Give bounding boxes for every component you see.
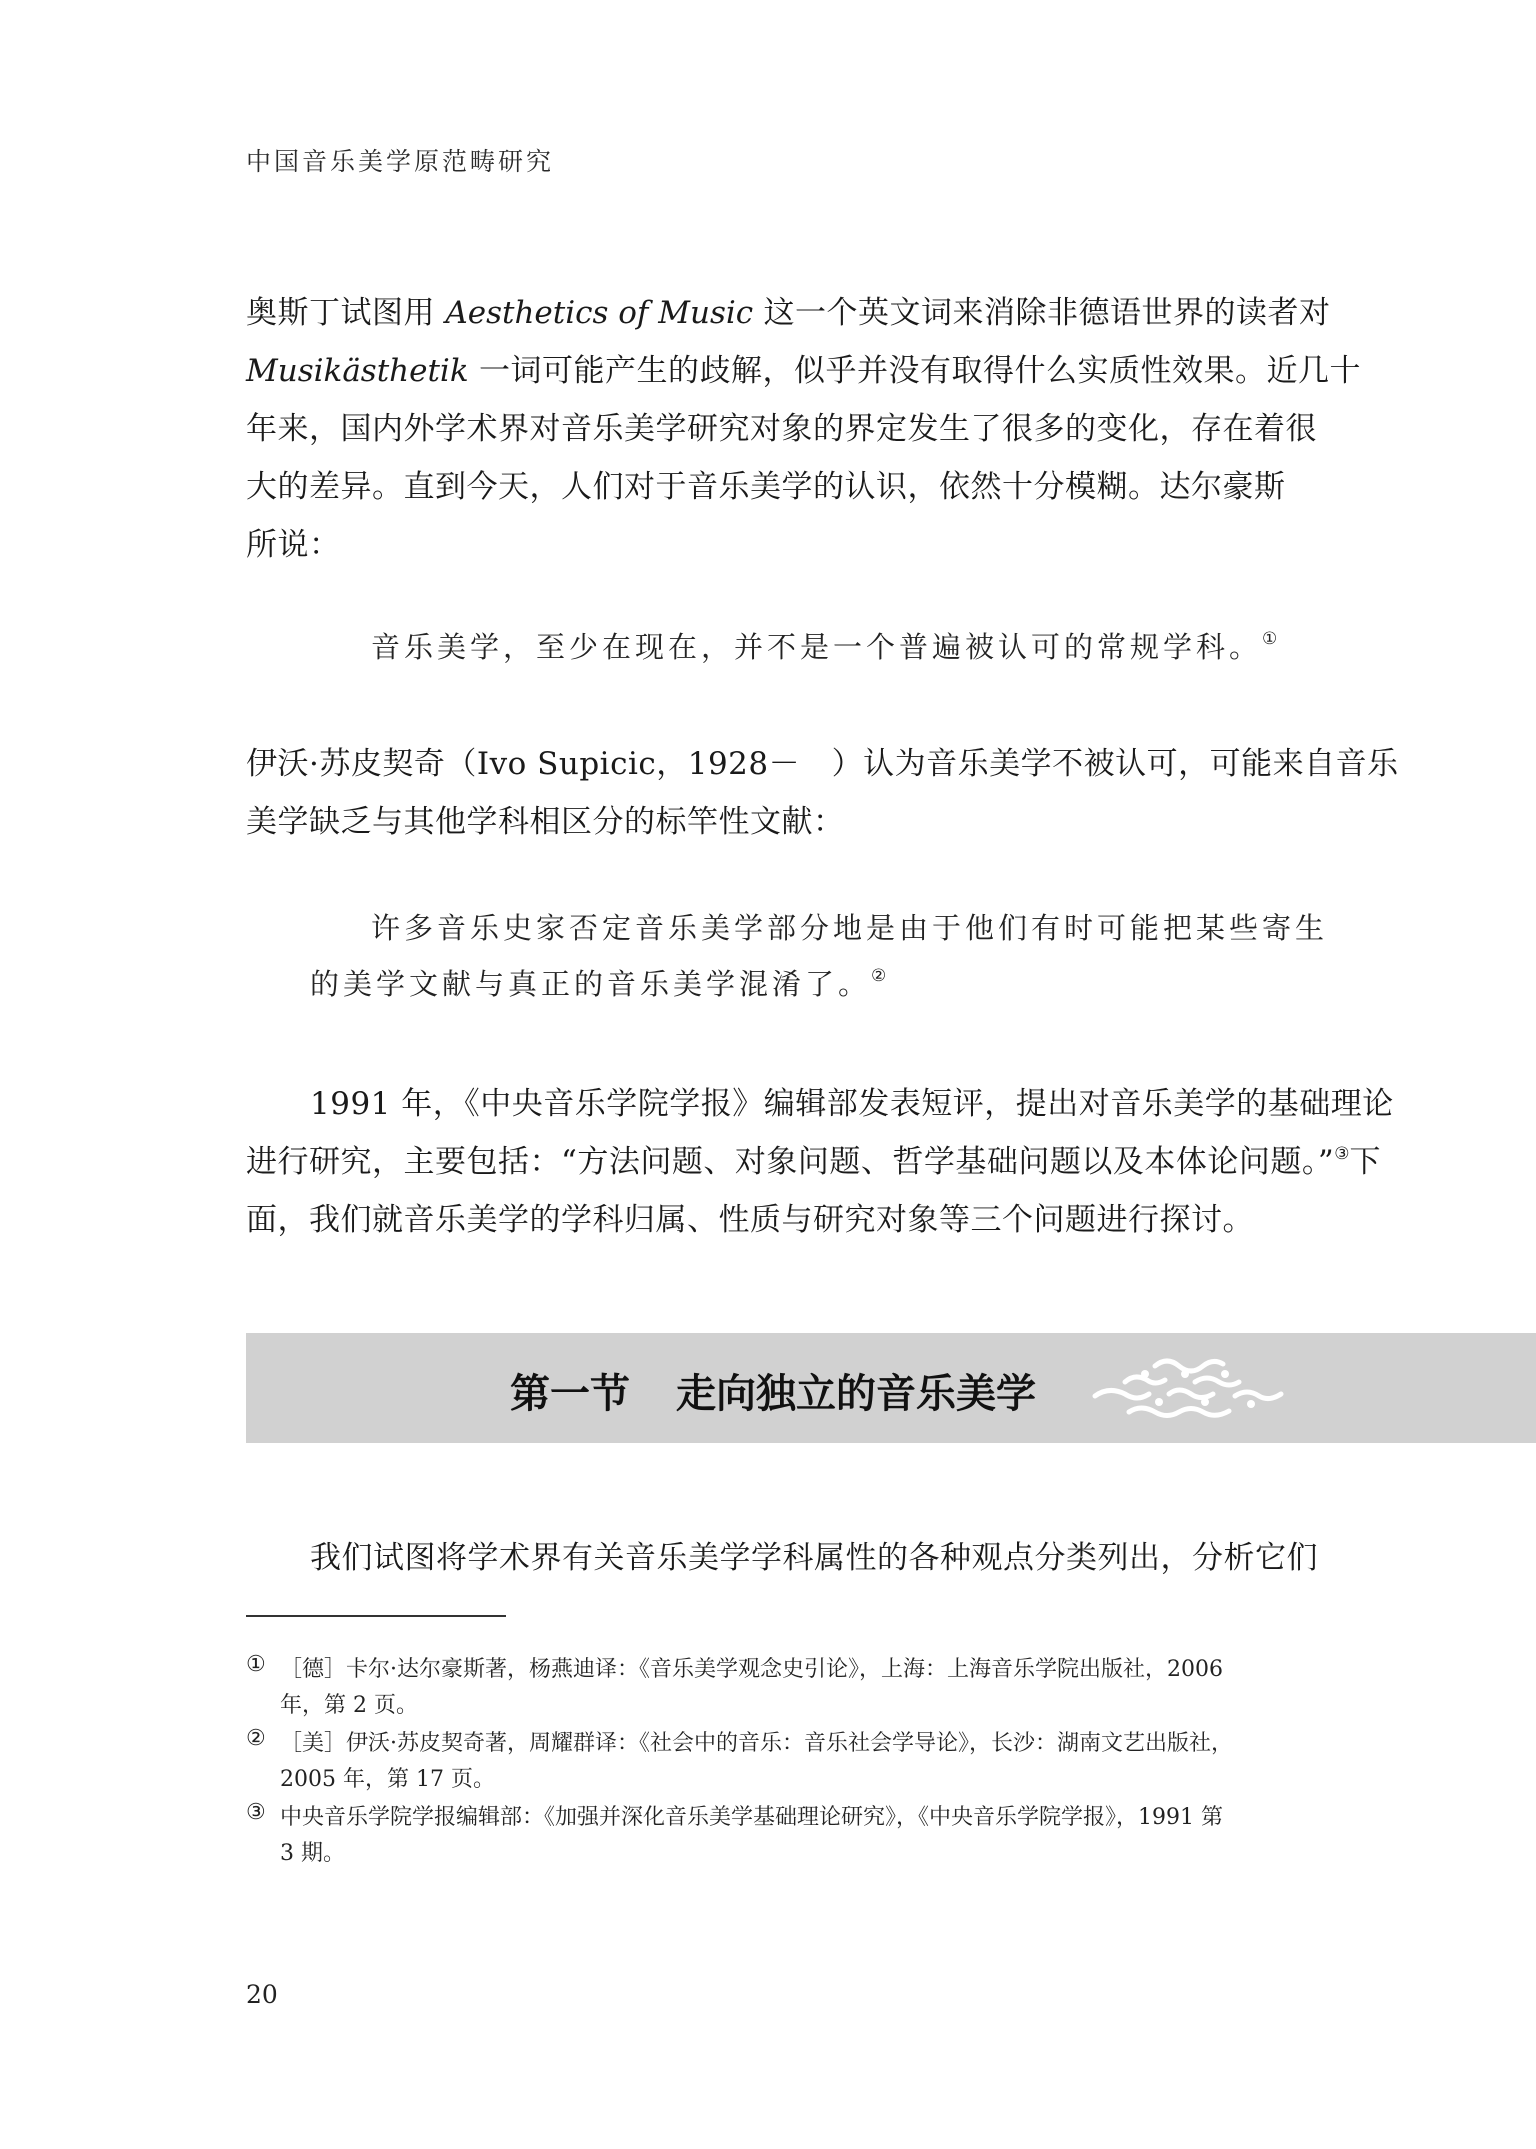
footnote-2-line-1: ［美］伊沃·苏皮契奇著，周耀群译：《社会中的音乐：音乐社会学导论》，长沙：湖南文艺出版社， <box>280 1731 1233 1756</box>
paragraph-2-line-1: 伊沃·苏皮契奇（Ivo Supicic，1928－ ）认为音乐美学不被认可，可能来自音乐 <box>246 746 1399 782</box>
footnote-ref-1: ① <box>1262 629 1278 649</box>
footnote-2-mark: ② <box>246 1726 266 1751</box>
footnote-1-line-1: ［德］卡尔·达尔豪斯著，杨燕迪译：《音乐美学观念史引论》，上海：上海音乐学院出版社，2006 <box>280 1657 1223 1682</box>
paragraph-2-line-2: 美学缺乏与其他学科相区分的标竿性文献： <box>246 804 845 840</box>
running-head-title: 中国音乐美学原范畴研究 <box>246 147 555 176</box>
block-quote-2-line-2: 的美学文献与真正的音乐美学混淆了。② <box>310 966 887 1001</box>
footnote-2-line-2: 2005 年，第 17 页。 <box>280 1767 495 1792</box>
paragraph-1-line-5: 所说： <box>246 527 341 563</box>
cloud-scroll-ornament-icon <box>1085 1352 1295 1424</box>
footnote-ref-3: ③ <box>1334 1144 1350 1164</box>
footnote-3-mark: ③ <box>246 1800 266 1825</box>
footnote-1-line-2: 年，第 2 页。 <box>280 1693 418 1718</box>
paragraph-3-line-3: 面，我们就音乐美学的学科归属、性质与研究对象等三个问题进行探讨。 <box>246 1202 1254 1238</box>
block-quote-2-line-1: 许多音乐史家否定音乐美学部分地是由于他们有时可能把某些寄生 <box>371 911 1329 945</box>
paragraph-1-line-3: 年来，国内外学术界对音乐美学研究对象的界定发生了很多的变化，存在着很 <box>246 411 1317 447</box>
section-title: 走向独立的音乐美学 <box>676 1370 1036 1417</box>
block-quote-1: 音乐美学，至少在现在，并不是一个普遍被认可的常规学科。① <box>371 629 1278 664</box>
paragraph-4-line-1: 我们试图将学术界有关音乐美学学科属性的各种观点分类列出，分析它们 <box>310 1540 1318 1576</box>
paragraph-3-line-1: 1991 年，《中央音乐学院学报》编辑部发表短评，提出对音乐美学的基础理论 <box>310 1086 1394 1122</box>
footnote-ref-2: ② <box>871 966 887 986</box>
footnote-3-line-1: 中央音乐学院学报编辑部：《加强并深化音乐美学基础理论研究》，《中央音乐学院学报》，1991 第 <box>280 1805 1223 1830</box>
paragraph-1-line-4: 大的差异。直到今天，人们对于音乐美学的认识，依然十分模糊。达尔豪斯 <box>246 469 1286 505</box>
page-number: 20 <box>246 1980 278 2009</box>
section-heading <box>510 1362 1036 1419</box>
footnote-3-line-2: 3 期。 <box>280 1841 345 1866</box>
paragraph-3-line-2: 进行研究，主要包括：“方法问题、对象问题、哲学基础问题以及本体论问题。”③下 <box>246 1144 1381 1180</box>
section-number: 第一节 <box>510 1370 630 1417</box>
paragraph-1-line-1: 奥斯丁试图用 Aesthetics of Music 这一个英文词来消除非德语世界的读者对 <box>246 295 1331 331</box>
paragraph-1-line-2: Musikästhetik 一词可能产生的歧解，似乎并没有取得什么实质性效果。近几十 <box>246 353 1361 389</box>
footnote-1-mark: ① <box>246 1652 266 1677</box>
footnote-divider <box>246 1615 506 1617</box>
